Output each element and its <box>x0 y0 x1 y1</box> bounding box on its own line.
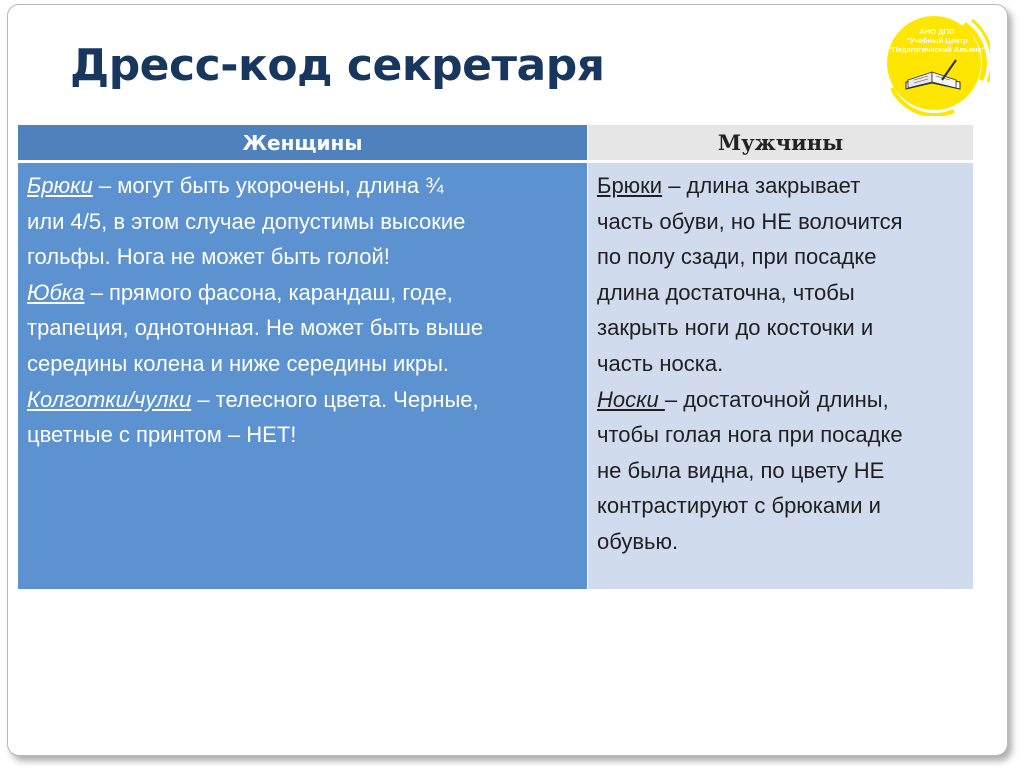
men-text-line <box>597 488 903 524</box>
women-line-text: середины колена и ниже середины икры. <box>27 350 450 376</box>
men-column <box>588 125 973 589</box>
men-line-text: по полу сзади, при посадке <box>597 244 877 270</box>
men-line-text: часть носка. <box>597 350 724 376</box>
women-garment-term: Юбка <box>27 279 85 305</box>
women-garment-term: Брюки <box>27 173 93 198</box>
men-line-text: не была видна, по цвету НЕ <box>597 457 885 483</box>
women-text-line <box>27 275 483 311</box>
women-line-text: – могут быть укорочены, длина ¾ <box>92 173 444 198</box>
women-line-text: – прямого фасона, карандаш, годе, <box>84 279 453 305</box>
men-line-text: обувью. <box>597 528 679 554</box>
women-header: Женщины <box>18 125 587 163</box>
men-text-line <box>597 239 903 275</box>
men-cell <box>588 163 973 589</box>
women-text-line <box>27 310 483 346</box>
logo-line-1: АНО ДПО <box>919 27 955 36</box>
women-line-text: трапеция, однотонная. Не может быть выше <box>27 315 484 341</box>
logo-text <box>884 27 990 54</box>
men-line-text: – длина закрывает <box>662 173 861 198</box>
men-text-line <box>597 524 903 560</box>
men-cell-text <box>597 168 903 560</box>
logo-line-3: "Педагогический Альянс" <box>888 45 986 54</box>
men-line-text: закрыть ноги до косточки и <box>597 315 874 341</box>
men-line-text: часть обуви, но НЕ волочится <box>597 208 903 234</box>
women-text-line <box>27 239 483 275</box>
women-line-text: – телесного цвета. Черные, <box>191 386 479 412</box>
men-text-line <box>597 204 903 240</box>
women-line-text: гольфы. Нога не может быть голой! <box>27 244 390 270</box>
women-cell <box>18 163 587 589</box>
men-garment-term: Брюки <box>597 173 663 198</box>
men-text-line <box>597 417 903 453</box>
men-text-line <box>597 168 903 204</box>
dress-code-table <box>18 125 973 589</box>
women-column <box>18 125 588 589</box>
women-line-text: цветные с принтом – НЕТ! <box>27 422 297 448</box>
men-text-line <box>597 275 903 311</box>
women-text-line <box>27 168 483 204</box>
men-text-line <box>597 346 903 382</box>
organization-logo <box>884 10 990 116</box>
men-line-text: длина достаточна, чтобы <box>597 279 855 305</box>
men-line-text: контрастируют с брюками и <box>597 493 881 519</box>
slide-title: Дресс-код секретаря <box>70 40 605 91</box>
women-garment-term: Колготки/чулки <box>27 386 192 412</box>
women-text-line <box>27 382 483 418</box>
men-text-line <box>597 453 903 489</box>
women-line-text: или 4/5, в этом случае допустимы высокие <box>27 208 466 234</box>
logo-emblem-icon <box>884 10 990 116</box>
women-text-line <box>27 346 483 382</box>
women-cell-text <box>27 168 483 453</box>
logo-line-2: "Учебный Центр <box>906 36 968 45</box>
men-text-line <box>597 310 903 346</box>
men-text-line <box>597 382 903 418</box>
women-text-line <box>27 204 483 240</box>
men-garment-term: Носки <box>597 386 665 412</box>
men-line-text: – достаточной длины, <box>664 386 889 412</box>
women-text-line <box>27 417 483 453</box>
men-header: Мужчины <box>588 125 973 163</box>
men-line-text: чтобы голая нога при посадке <box>597 422 903 448</box>
